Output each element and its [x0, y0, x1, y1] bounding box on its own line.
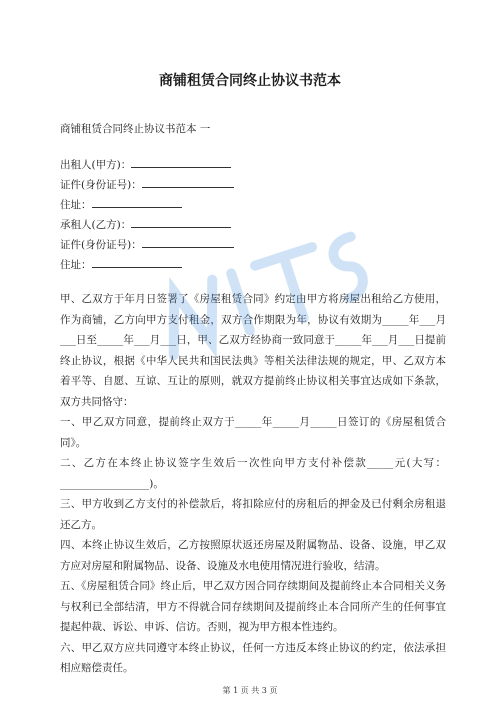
document-title: 商铺租赁合同终止协议书范本 [159, 73, 341, 89]
lessor-address-blank [92, 197, 182, 208]
agreement-body [60, 289, 446, 679]
lessee-address-blank [92, 257, 182, 268]
lessee-address-field [60, 257, 182, 272]
lessee-name-field [60, 217, 231, 232]
lessor-address-field [60, 197, 182, 212]
clause-1: 一、甲乙双方同意，提前终止双方于_____年_____月_____日签订的《房屋租赁合同》。 [60, 416, 446, 449]
clause-4: 四、本终止协议生效后，乙方按照原状返还房屋及附属物品、设备、设施，甲乙双方应对房屋和附属物品、设备、设施及水电使用情况进行验收，结清。 [60, 539, 446, 572]
lessee-id-blank [142, 237, 234, 248]
lessee-name-blank [131, 217, 231, 228]
lessor-id-blank [142, 177, 234, 188]
field-label: 出租人(甲方)： [60, 159, 132, 171]
page-footer: 第 1 页 共 3 页 [222, 686, 278, 695]
document-subtitle: 商铺租赁合同终止协议书范本 一 [60, 123, 211, 135]
clause-6: 六、甲乙双方应共同遵守本终止协议，任何一方违反本终止协议的约定，依法承担相应赔偿责任。 [60, 641, 446, 674]
lessor-name-field [60, 157, 231, 172]
field-label: 承租人(乙方)： [60, 219, 132, 231]
field-label: 证件(身份证号)： [60, 239, 142, 251]
field-label: 住址： [60, 199, 92, 211]
lessee-id-field [60, 237, 234, 252]
field-label: 住址： [60, 259, 92, 271]
clause-2: 二、乙方在本终止协议签字生效后一次性向甲方支付补偿款_____元(大写：_________________)。 [60, 457, 446, 490]
lessor-name-blank [131, 157, 231, 168]
intro-paragraph: 甲、乙双方于年月日签署了《房屋租赁合同》约定由甲方将房屋出租给乙方使用，作为商铺，乙方向甲方支付租金，双方合作期限为年，协议有效期为_____年___月___日至_____年___月___日，甲、乙双方经协商一致同意于_____年___月___日提前终止协议，根据《中华人民共和国民法典》等相关法律法规的规定，甲、乙双方本着平等、自愿、互谅、互让的原则，就双方提前终止协议相关事宜达成如下条款，双方共同恪守： [60, 293, 446, 408]
field-label: 证件(身份证号)： [60, 179, 142, 191]
clause-5: 五、《房屋租赁合同》终止后，甲乙双方因合同存续期间及提前终止本合同相关义务与权利已全部结清，甲方不得就合同存续期间及提前终止本合同所产生的任何事宜提起仲裁、诉讼、申诉、信访。否则，视为甲方根本性违约。 [60, 580, 446, 633]
lessor-id-field [60, 177, 234, 192]
clause-3: 三、甲方收到乙方支付的补偿款后，将扣除应付的房租后的押金及已付剩余房租退还乙方。 [60, 498, 446, 531]
